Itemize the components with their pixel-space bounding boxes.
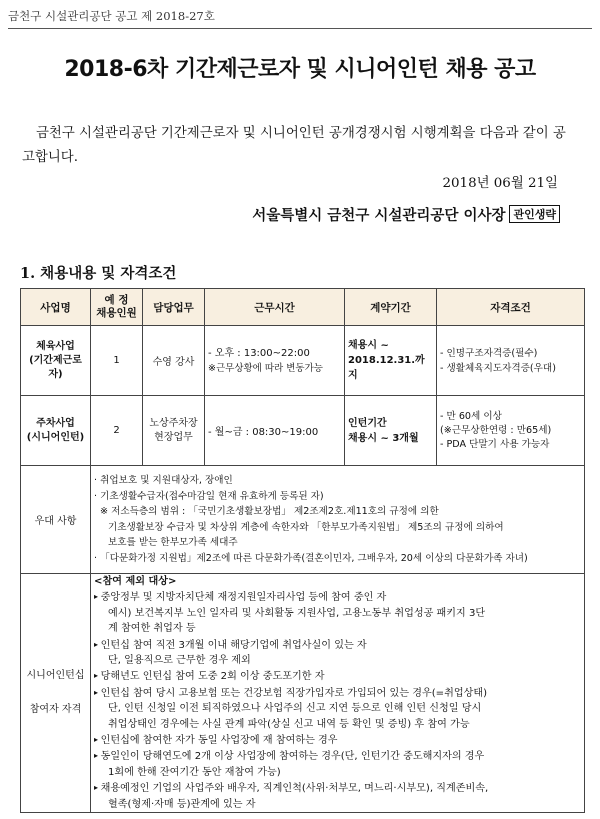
header-duty: 담당업무	[143, 289, 205, 326]
row2-contract-label: 인턴기간	[348, 417, 387, 429]
senior-line: 예시) 보건복지부 노인 일자리 및 사회활동 지원사업, 고용노동부 취업성공 패키지 3단	[108, 607, 486, 619]
preference-line: · 기초생활수급자(접수마감일 현재 유효하게 등록된 자)	[94, 490, 324, 502]
row1-hours-line: - 오후 : 13:00~22:00	[208, 347, 310, 359]
row2-hours-line: - 월~금 : 08:30~19:00	[208, 427, 319, 438]
row1-hours	[205, 326, 345, 396]
senior-line: 취업상태인 경우에는 사실 관계 파악(상실 신고 내역 등 확인 및 증빙) 후 참여 가능	[108, 718, 470, 730]
senior-line: ▸ 인턴십 참여 직전 3개월 이내 해당기업에 취업사실이 있는 자	[94, 637, 581, 653]
senior-row	[21, 574, 585, 813]
intro-paragraph: 금천구 시설관리공단 기간제근로자 및 시니어인턴 공개경쟁시험 시행계획을 다음과 같이 공고합니다.	[22, 126, 566, 165]
seal-stamp: 관인생략	[509, 205, 560, 223]
preference-line: 기초생활보장 수급자 및 차상위 계층에 속한자와 「한부모가족지원법」 제5조의 규정에 의하여	[108, 521, 504, 533]
table-row	[21, 326, 585, 396]
row1-hours-note: ※근무상황에 따라 변동가능	[208, 362, 323, 374]
preference-line: · 「다문화가정 지원법」제2조에 따른 다문화가족(결혼이민자, 그배우자, 20세 이상의 다문화가족 자녀)	[94, 552, 528, 564]
row2-qualification	[437, 396, 585, 466]
row2-duty: 노상주차장 현장업무	[143, 396, 205, 466]
row1-duty: 수영 강사	[143, 326, 205, 396]
senior-line: ▸ 동일인이 당해연도에 2개 이상 사업장에 참여하는 경우(단, 인턴기간 중도해지자의 경우	[94, 748, 581, 764]
senior-line: 단, 인턴 신청일 이전 퇴직하였으나 사업주의 신고 지연 등으로 인해 인턴 신청일 당시	[108, 703, 482, 715]
header-hours: 근무시간	[205, 289, 345, 326]
senior-line: 계 참여한 취업자 등	[108, 623, 196, 635]
notice-number: 금천구 시설관리공단 공고 제 2018-27호	[8, 9, 215, 23]
signer-name: 서울특별시 금천구 시설관리공단 이사장	[252, 207, 506, 224]
row1-qual-line: - 생활체육지도자격증(우대)	[440, 362, 556, 374]
header-divider	[8, 28, 592, 29]
row1-business: 체육사업 (기간제근로자)	[21, 326, 91, 396]
senior-label-line: 참여자 자격	[29, 704, 82, 716]
senior-line: 1회에 한해 잔여기간 동안 재참여 가능)	[108, 766, 281, 778]
row2-qual-line: - 만 60세 이상	[440, 410, 502, 422]
senior-heading: <참여 제외 대상>	[94, 576, 177, 587]
preference-line: ※ 저소득층의 범위 : 「국민기초생활보장법」 제2조제2호.제11호의 규정에 의한	[100, 506, 439, 517]
senior-content	[91, 574, 585, 813]
row1-count: 1	[91, 326, 143, 396]
announcement-date: 2018년 06월 21일	[442, 176, 558, 191]
senior-label	[21, 574, 91, 813]
senior-line: ▸ 당해년도 인턴십 참여 도중 2회 이상 중도포기한 자	[94, 668, 581, 684]
preference-label: 우대 사항	[21, 466, 91, 574]
preference-line: · 취업보호 및 지원대상자, 장애인	[94, 475, 233, 486]
row1-qual-line: - 인명구조자격증(필수)	[440, 347, 538, 359]
preference-content	[91, 466, 585, 574]
senior-line: ▸ 채용예정인 기업의 사업주와 배우자, 직계인척(사위·처부모, 며느리·시부모), 직계존비속,	[94, 780, 581, 796]
section-heading: 1. 채용내용 및 자격조건	[20, 265, 177, 282]
senior-line: 단, 일용직으로 근무한 경우 제외	[108, 655, 251, 667]
senior-line: ▸ 인턴십에 참여한 자가 동일 사업장에 재 참여하는 경우	[94, 732, 581, 748]
row2-contract-period: 채용시 ~ 3개월	[348, 432, 419, 444]
preference-line: 보호를 받는 한부모가족 세대주	[108, 537, 238, 548]
row2-qual-line: - PDA 단말기 사용 가능자	[440, 438, 550, 450]
row1-qualification	[437, 326, 585, 396]
header-qualification: 자격조건	[437, 289, 585, 326]
header-contract: 계약기간	[345, 289, 437, 326]
header-count: 예 정 채용인원	[91, 289, 143, 326]
preference-row	[21, 466, 585, 574]
senior-line: ▸ 중앙정부 및 지방자치단체 재정지원일자리사업 등에 참여 중인 자	[94, 589, 581, 605]
row2-count: 2	[91, 396, 143, 466]
senior-line: ▸ 인턴십 참여 당시 고용보험 또는 건강보험 직장가입자로 가입되어 있는 경우(=취업상태)	[94, 685, 581, 701]
row1-contract	[345, 326, 437, 396]
page-title: 2018-6차 기간제근로자 및 시니어인턴 채용 공고	[64, 57, 536, 82]
header-business: 사업명	[21, 289, 91, 326]
row2-hours	[205, 396, 345, 466]
signer-block	[252, 204, 560, 225]
row1-contract-end: 2018.12.31.까지	[348, 355, 425, 381]
row2-qual-line: (※근무상한연령 : 만65세)	[440, 424, 552, 436]
senior-label-line: 시니어인턴십	[26, 670, 85, 682]
table-header-row	[21, 289, 585, 326]
row2-contract	[345, 396, 437, 466]
recruitment-table	[20, 288, 585, 813]
table-row	[21, 396, 585, 466]
row2-business: 주차사업 (시니어인턴)	[21, 396, 91, 466]
senior-line: 혈족(형제·자매 등)관계에 있는 자	[108, 798, 256, 810]
row1-contract-start: 채용시 ~	[348, 340, 389, 351]
